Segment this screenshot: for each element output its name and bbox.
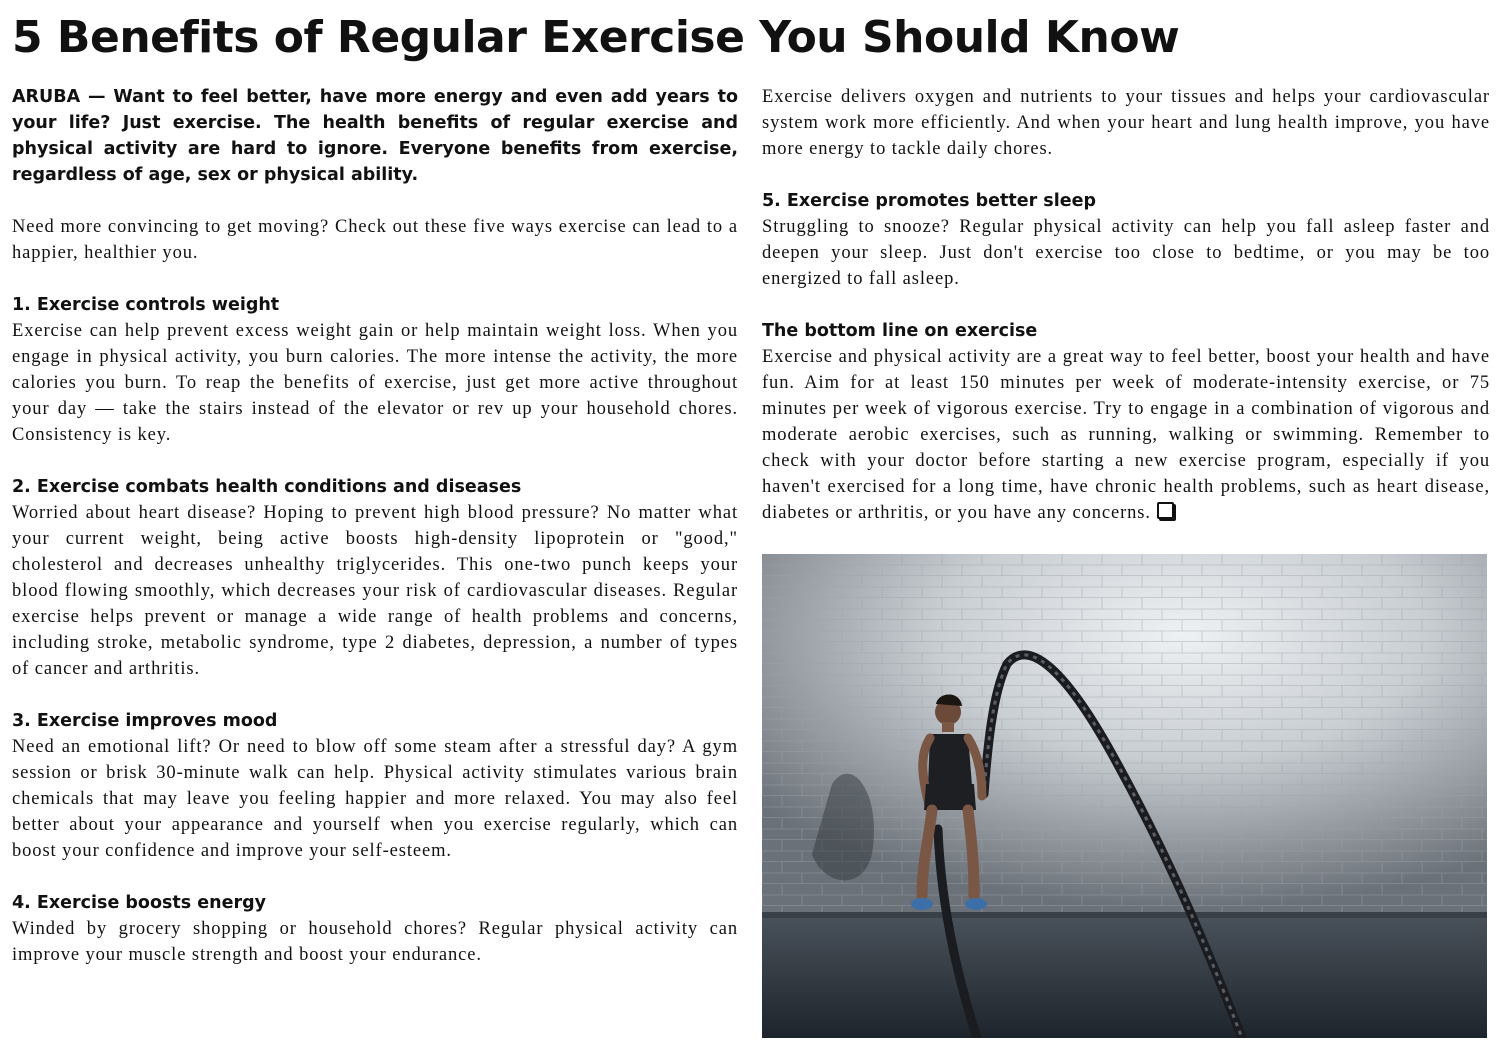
section-heading-energy: 4. Exercise boosts energy (12, 893, 267, 913)
bottom-line-text: Exercise and physical activity are a great way to feel better, boost your health and have fun. Aim for at least 150 minutes per week of moderate-intensity exercise, or 75 minutes per week of vigorous exercise. Try to engage in a combination of vigorous and moderate aerobic exercises, such as running, walking or swimming. Remember to check with your doctor before starting a new exercise program, especially if you haven't exercised for a long time, have chronic health problems, such as heart disease, diabetes or arthritis, or you have any concerns. (762, 347, 1490, 523)
section-body-energy: Winded by grocery shopping or household chores? Regular physical activity can improve your muscle strength and boost your endurance. (12, 919, 738, 965)
article-lede: ARUBA — Want to feel better, have more energy and even add years to your life? Just exercise. The health benefits of regular exercise and physical activity are hard to ignore. Everyone benefits from exercise, regardless of age, sex or physical ability. (12, 87, 738, 185)
section-body-bottom-line (762, 344, 1490, 526)
section-heading-weight: 1. Exercise controls weight (12, 295, 280, 315)
section-body-diseases: Worried about heart disease? Hoping to prevent high blood pressure? No matter what your current weight, being active boosts high-density lipoprotein or "good," cholesterol and decreases unhealthy triglycerides. This one-two punch keeps your blood flowing smoothly, which decreases your risk of cardiovascular diseases. Regular exercise helps prevent or manage a wide range of health problems and concerns, including stroke, metabolic syndrome, type 2 diabetes, depression, a number of types of cancer and arthritis. (12, 503, 738, 679)
end-of-article-box-icon (1157, 502, 1174, 519)
section-body-mood: Need an emotional lift? Or need to blow off some steam after a stressful day? A gym session or brisk 30-minute walk can help. Physical activity stimulates various brain chemicals that may leave you feeling happier and more relaxed. You may also feel better about your appearance and yourself when you exercise regularly, which can boost your confidence and improve your self-esteem. (12, 737, 738, 861)
section-heading-sleep: 5. Exercise promotes better sleep (762, 191, 1096, 211)
section-body-sleep: Struggling to snooze? Regular physical activity can help you fall asleep faster and deepen your sleep. Just don't exercise too close to bedtime, or you may be too energized to fall asleep. (762, 217, 1490, 289)
page-title: 5 Benefits of Regular Exercise You Should Know (12, 12, 1180, 63)
section-body-energy-continued: Exercise delivers oxygen and nutrients to your tissues and helps your cardiovascular system work more efficiently. And when your heart and lung health improve, you have more energy to tackle daily chores. (762, 87, 1490, 159)
article-intro: Need more convincing to get moving? Check out these five ways exercise can lead to a happier, healthier you. (12, 217, 738, 263)
right-column (762, 84, 1490, 526)
section-heading-mood: 3. Exercise improves mood (12, 711, 278, 731)
section-heading-bottom-line: The bottom line on exercise (762, 321, 1038, 341)
battle-rope-workout-photo (762, 554, 1487, 1038)
section-heading-diseases: 2. Exercise combats health conditions and diseases (12, 477, 522, 497)
left-column (12, 84, 738, 994)
section-body-weight: Exercise can help prevent excess weight gain or help maintain weight loss. When you engage in physical activity, you burn calories. The more intense the activity, the more calories you burn. To reap the benefits of exercise, just get more active throughout your day — take the stairs instead of the elevator or rev up your household chores. Consistency is key. (12, 321, 738, 445)
